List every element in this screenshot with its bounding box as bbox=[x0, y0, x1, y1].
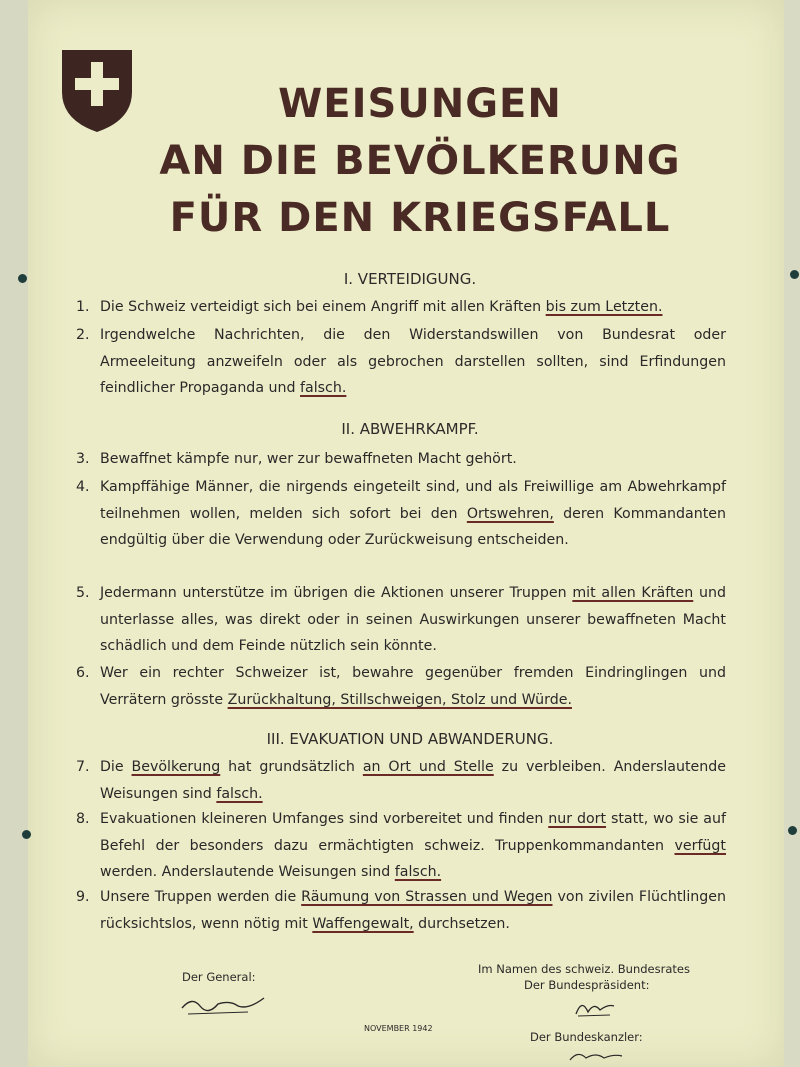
pin-left-top bbox=[18, 274, 27, 283]
general-label: Der General: bbox=[182, 970, 256, 984]
instruction-number: 2. bbox=[76, 327, 90, 343]
instruction-text: Evakuationen kleineren Umfanges sind vorbereitet und finden nur dort statt, wo sie auf Befehl der besonders dazu ermächtigten schweiz. Truppenkommandanten verfügt werden. Anderslautende Weisungen sind falsch. bbox=[100, 811, 726, 880]
instruction-number: 9. bbox=[76, 889, 90, 905]
poster-title bbox=[110, 76, 730, 247]
instruction-number: 5. bbox=[76, 585, 90, 601]
underlined-phrase: an Ort und Stelle bbox=[362, 759, 494, 775]
instruction-4 bbox=[78, 474, 726, 582]
underlined-phrase: falsch. bbox=[216, 785, 263, 802]
instruction-text: Kampffähige Männer, die nirgends eingeteilt sind, und als Freiwillige am Abwehrkampf teilnehmen wollen, melden sich sofort bei den Ortswehren, deren Kommandanten endgültig über die Verwendung oder Zurückweisung entscheiden. bbox=[100, 479, 726, 548]
underlined-phrase: Bevölkerung bbox=[131, 759, 221, 775]
instruction-text: Unsere Truppen werden die Räumung von Strassen und Wegen von zivilen Flüchtlingen rücksichtslos, wenn nötig mit Waffengewalt, durchsetzen. bbox=[100, 889, 726, 932]
section-heading-abwehrkampf: II. ABWEHRKAMPF. bbox=[341, 420, 479, 438]
general-signature-icon bbox=[178, 992, 268, 1018]
underlined-phrase: falsch. bbox=[394, 864, 442, 880]
date-label: NOVEMBER 1942 bbox=[364, 1024, 433, 1033]
pin-left-bottom bbox=[22, 830, 31, 839]
instruction-text: Wer ein rechter Schweizer ist, bewahre gegenüber fremden Eindringlingen und Verrätern grösste Zurückhaltung, Stillschweigen, Stolz und Würde. bbox=[100, 665, 726, 708]
section-heading-verteidigung: I. VERTEIDIGUNG. bbox=[343, 270, 477, 288]
title-line-3: FÜR DEN KRIEGSFALL bbox=[169, 195, 671, 241]
chancellor-signature-icon bbox=[566, 1046, 626, 1066]
instruction-number: 6. bbox=[76, 665, 90, 681]
instruction-text: Irgendwelche Nachrichten, die den Widerstandswillen von Bundesrat oder Armeeleitung anzweifeln oder als gebrochen darstellen sollten, sind Erfindungen feindlicher Propaganda und falsch. bbox=[100, 327, 726, 396]
instruction-2 bbox=[78, 322, 726, 402]
instruction-number: 3. bbox=[76, 451, 90, 467]
instruction-1 bbox=[78, 294, 726, 321]
federal-council-line-2: Der Bundespräsident: bbox=[524, 978, 650, 992]
president-signature-icon bbox=[570, 994, 620, 1020]
instruction-5 bbox=[78, 580, 726, 662]
instruction-9 bbox=[78, 884, 726, 938]
chancellor-label: Der Bundeskanzler: bbox=[530, 1030, 643, 1044]
title-line-1: WEISUNGEN bbox=[278, 81, 562, 127]
pin-right-bottom bbox=[788, 826, 797, 835]
underlined-phrase: Zurückhaltung, Stillschweigen, Stolz und Würde. bbox=[227, 691, 572, 708]
instruction-number: 4. bbox=[76, 479, 90, 495]
underlined-phrase: Räumung von Strassen und Wegen bbox=[301, 889, 553, 905]
instruction-number: 8. bbox=[76, 811, 90, 827]
underlined-phrase: Waffengewalt, bbox=[312, 915, 414, 932]
instruction-text: Die Bevölkerung hat grundsätzlich an Ort und Stelle zu verbleiben. Anderslautende Weisungen sind falsch. bbox=[100, 759, 726, 802]
underlined-phrase: Ortswehren, bbox=[466, 505, 554, 522]
instruction-number: 1. bbox=[76, 299, 90, 315]
underlined-phrase: verfügt bbox=[674, 837, 726, 854]
federal-council-line-1: Im Namen des schweiz. Bundesrates bbox=[478, 962, 690, 976]
instruction-8 bbox=[78, 806, 726, 888]
instruction-number: 7. bbox=[76, 759, 90, 775]
instruction-6 bbox=[78, 660, 726, 714]
section-heading-evakuation: III. EVAKUATION UND ABWANDERUNG. bbox=[266, 730, 554, 748]
instruction-text: Bewaffnet kämpfe nur, wer zur bewaffneten Macht gehört. bbox=[100, 451, 517, 467]
instruction-text: Die Schweiz verteidigt sich bei einem Angriff mit allen Kräften bis zum Letzten. bbox=[100, 299, 663, 315]
underlined-phrase: nur dort bbox=[548, 811, 607, 827]
instruction-text: Jedermann unterstütze im übrigen die Aktionen unserer Truppen mit allen Kräften und unterlasse alles, was direkt oder in seinen Auswirkungen unserer bewaffneten Macht schädlich und dem Feinde nützlich sein könnte. bbox=[100, 585, 726, 654]
instruction-7 bbox=[78, 754, 726, 808]
title-line-2: AN DIE BEVÖLKERUNG bbox=[159, 138, 681, 184]
wall-right bbox=[784, 0, 800, 1067]
underlined-phrase: falsch. bbox=[300, 380, 347, 396]
pin-right-top bbox=[790, 270, 799, 279]
underlined-phrase: mit allen Kräften bbox=[572, 585, 694, 601]
underlined-phrase: bis zum Letzten. bbox=[545, 299, 663, 315]
instruction-3 bbox=[78, 446, 726, 473]
wall-left bbox=[0, 0, 28, 1067]
